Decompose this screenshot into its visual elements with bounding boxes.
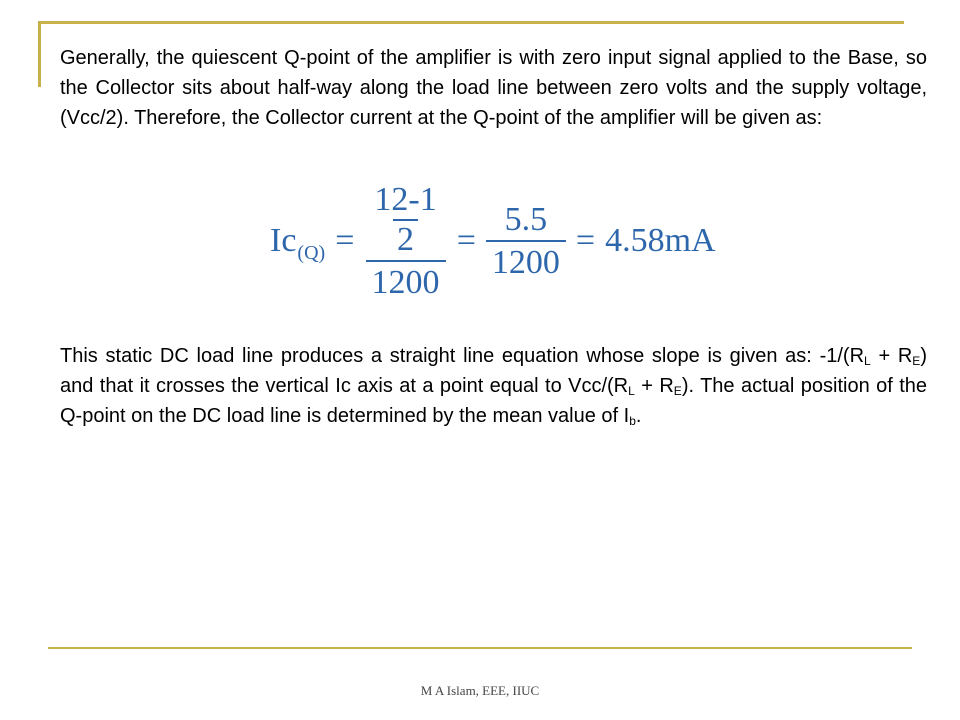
formula-result: 4.58mA	[605, 222, 716, 259]
formula-fraction-1-denominator: 1200	[366, 260, 446, 300]
load-line-text-5: ). The actual position of the Q-point on the DC load line is determined by the mean value of I	[60, 375, 928, 427]
paragraph-load-line	[60, 341, 927, 431]
formula-equals-1: =	[335, 222, 355, 259]
formula-inner-denominator: 2	[393, 219, 418, 257]
subscript-re-1: E	[912, 354, 921, 368]
formula-equals-2: =	[456, 222, 476, 259]
formula-lhs-subscript: (Q)	[297, 242, 326, 264]
load-line-text-2: + R	[870, 345, 913, 367]
load-line-text-3: ) and that it crosses the vertical Ic axis at a point equal to Vcc/(R	[60, 345, 927, 397]
paragraph-q-point: Generally, the quiescent Q-point of the amplifier is with zero input signal applied to the Base, so the Collector sits about half-way along the load line between zero volts and the supply voltage, (Vcc/2). Therefore, the Collector current at the Q-point of the amplifier will be given as:	[60, 47, 927, 129]
load-line-text-4: + R	[634, 375, 674, 397]
subscript-ib: b	[629, 414, 636, 428]
subscript-re-2: E	[673, 384, 682, 398]
left-rule	[38, 21, 41, 87]
formula-inner-fraction	[370, 180, 440, 258]
formula-fraction-2	[486, 200, 566, 281]
load-line-text-6: .	[635, 405, 642, 427]
formula-inner-numerator: 12-1	[374, 180, 437, 218]
subscript-rl-1: L	[864, 354, 871, 368]
formula-fraction-2-numerator: 5.5	[504, 200, 548, 238]
top-rule	[40, 21, 904, 24]
formula-fraction-1-numerator	[364, 180, 446, 260]
formula-lhs-symbol: Ic	[270, 222, 297, 259]
formula-fraction-2-denominator: 1200	[486, 240, 566, 280]
formula-fraction-1	[364, 180, 446, 301]
footer-credit: M A Islam, EEE, IIUC	[420, 683, 540, 698]
formula-lhs	[270, 222, 326, 264]
slide-body	[60, 43, 927, 133]
formula-equals-3: =	[575, 222, 596, 259]
bottom-rule	[48, 647, 912, 649]
collector-current-formula	[270, 180, 716, 301]
load-line-text-1: This static DC load line produces a straight line equation whose slope is given as: -1/(R	[60, 345, 865, 367]
subscript-rl-2: L	[628, 384, 635, 398]
